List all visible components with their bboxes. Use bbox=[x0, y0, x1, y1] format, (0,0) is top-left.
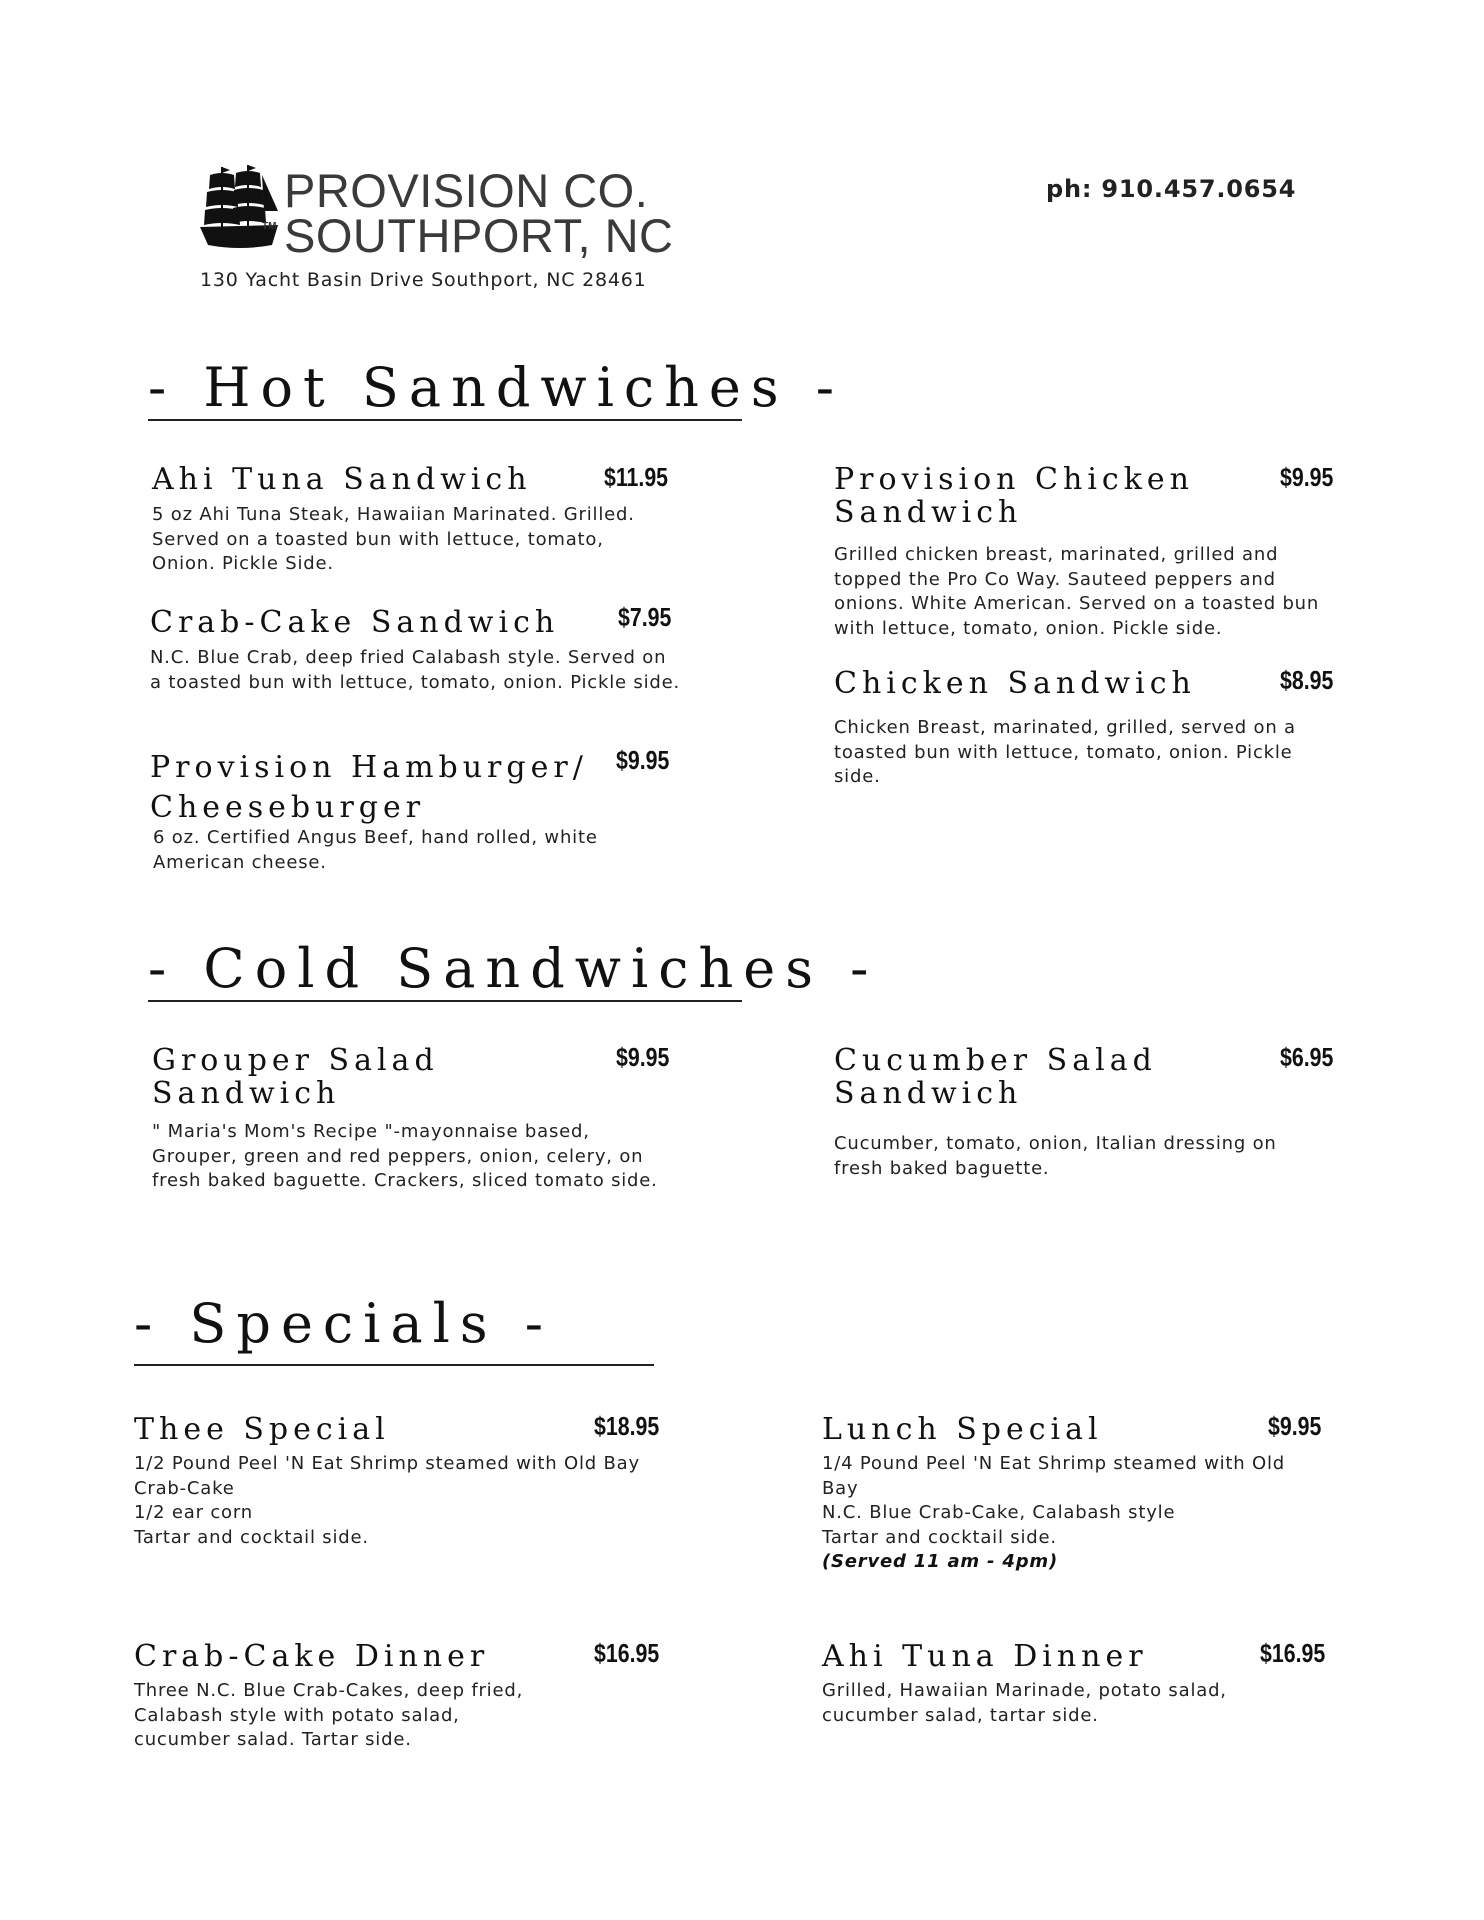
item-price: $11.95 bbox=[604, 462, 669, 492]
item-description: Cucumber, tomato, onion, Italian dressing on fresh baked baguette. bbox=[834, 1133, 1277, 1179]
item-description: 5 oz Ahi Tuna Steak, Hawaiian Marinated. Grilled. Served on a toasted bun with lettuce, tomato, Onion. Pickle Side. bbox=[152, 504, 635, 574]
menu-item bbox=[152, 1044, 672, 1194]
item-description: Grilled chicken breast, marinated, grilled and topped the Pro Co Way. Sauteed peppers and onions. White American. Served on a toasted bun with lettuce, tomato, onion. Pickle side. bbox=[834, 544, 1320, 639]
serving-hours-note: (Served 11 am - 4pm) bbox=[822, 1551, 1058, 1572]
section-divider bbox=[134, 1364, 654, 1366]
item-description: 6 oz. Certified Angus Beef, hand rolled, white American cheese. bbox=[153, 827, 598, 873]
item-price: $9.95 bbox=[1280, 462, 1334, 492]
logo bbox=[200, 163, 674, 263]
item-description: Chicken Breast, marinated, grilled, served on a toasted bun with lettuce, tomato, onion. Pickle side. bbox=[834, 717, 1296, 787]
item-description: N.C. Blue Crab, deep fried Calabash style. Served on a toasted bun with lettuce, tomato, onion. Pickle side. bbox=[150, 647, 681, 693]
item-name: Crab-Cake Sandwich bbox=[150, 605, 560, 640]
item-name: Cucumber Salad Sandwich bbox=[834, 1043, 1157, 1111]
item-description-line: Tartar and cocktail side. bbox=[134, 1526, 369, 1548]
menu-item bbox=[150, 605, 681, 695]
item-name: Crab-Cake Dinner bbox=[134, 1639, 490, 1674]
item-price: $16.95 bbox=[594, 1638, 660, 1668]
item-name: Provision Hamburger/ Cheeseburger bbox=[150, 750, 588, 825]
section-divider bbox=[148, 1000, 742, 1002]
item-description-line: 1/2 Pound Peel 'N Eat Shrimp steamed with Old Bay bbox=[134, 1453, 640, 1474]
item-price: $16.95 bbox=[1260, 1638, 1326, 1668]
item-price: $6.95 bbox=[1280, 1042, 1334, 1072]
ship-icon bbox=[200, 165, 280, 251]
item-name: Chicken Sandwich bbox=[834, 666, 1196, 701]
item-description bbox=[134, 1452, 694, 1550]
item-price: $9.95 bbox=[616, 745, 670, 775]
section-title-specials: - Specials - bbox=[134, 1292, 554, 1355]
trademark: TM bbox=[262, 221, 277, 232]
item-name: Ahi Tuna Dinner bbox=[822, 1639, 1148, 1674]
menu-item bbox=[822, 1413, 1322, 1575]
item-description: Grilled, Hawaiian Marinade, potato salad, cucumber salad, tartar side. bbox=[822, 1680, 1227, 1726]
item-description: Three N.C. Blue Crab-Cakes, deep fried, Calabash style with potato salad, cucumber salad. Tartar side. bbox=[134, 1680, 524, 1750]
item-price: $18.95 bbox=[594, 1411, 660, 1441]
item-name: Provision Chicken Sandwich bbox=[834, 462, 1194, 530]
item-price: $9.95 bbox=[1268, 1411, 1322, 1441]
item-name: Ahi Tuna Sandwich bbox=[152, 462, 532, 497]
menu-item bbox=[822, 1640, 1262, 1728]
menu-item bbox=[134, 1640, 574, 1753]
menu-item bbox=[834, 1044, 1314, 1181]
item-price: $8.95 bbox=[1280, 665, 1334, 695]
item-name: Grouper Salad Sandwich bbox=[152, 1043, 439, 1111]
phone-number: ph: 910.457.0654 bbox=[1046, 175, 1297, 203]
address: 130 Yacht Basin Drive Southport, NC 28461 bbox=[200, 269, 647, 291]
section-divider bbox=[148, 419, 742, 421]
brand-location: SOUTHPORT, NC bbox=[284, 209, 674, 262]
menu-item bbox=[834, 667, 1334, 790]
menu-item bbox=[834, 463, 1334, 641]
menu-item bbox=[150, 748, 610, 875]
item-name: Lunch Special bbox=[822, 1412, 1103, 1447]
brand-name: PROVISION CO. bbox=[284, 164, 649, 217]
item-description-line: N.C. Blue Crab-Cake, Calabash style bbox=[822, 1502, 1176, 1523]
menu-item bbox=[152, 463, 672, 577]
item-description: " Maria's Mom's Recipe "-mayonnaise based, Grouper, green and red peppers, onion, celery, on fresh baked baguette. Crackers, sliced tomato side. bbox=[152, 1121, 658, 1191]
item-price: $9.95 bbox=[616, 1042, 670, 1072]
item-name: Thee Special bbox=[134, 1412, 390, 1447]
item-description-line: 1/2 ear corn bbox=[134, 1502, 253, 1523]
item-description-line: Crab-Cake bbox=[134, 1477, 235, 1499]
item-price: $7.95 bbox=[618, 602, 672, 632]
section-title-cold-sandwiches: - Cold Sandwiches - bbox=[148, 937, 879, 1000]
item-description bbox=[822, 1452, 1312, 1575]
item-description-line: 1/4 Pound Peel 'N Eat Shrimp steamed with Old Bay bbox=[822, 1453, 1285, 1499]
item-description-line: Tartar and cocktail side. bbox=[822, 1526, 1057, 1548]
section-title-hot-sandwiches: - Hot Sandwiches - bbox=[148, 356, 845, 419]
